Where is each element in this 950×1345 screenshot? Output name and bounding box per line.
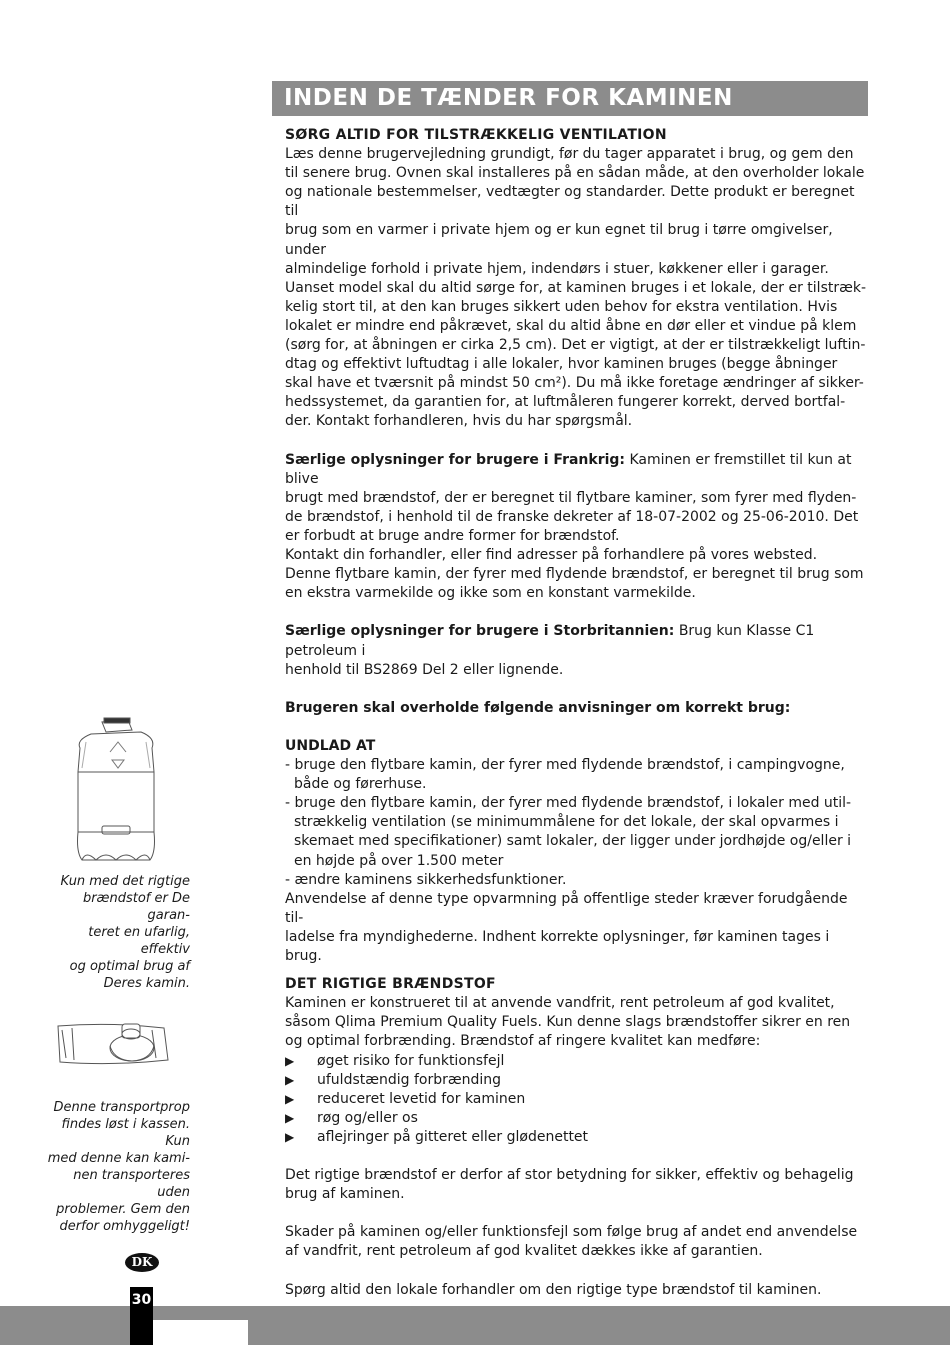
text-line: er forbudt at bruge andre former for brændstof. xyxy=(285,527,620,544)
list-item: strækkelig ventilation (se minimummålene for det lokale, der skal opvarmes i xyxy=(294,814,839,831)
caption-line: findes løst i kassen. Kun xyxy=(61,1117,190,1149)
text-line: Kaminen er konstrueret til at anvende vandfrit, rent petroleum af god kvalitet, xyxy=(285,995,835,1012)
list-item: Anvendelse af denne type opvarmning på offentlige steder kræver forudgående til- xyxy=(285,890,848,926)
list-item: en højde på over 1.500 meter xyxy=(294,852,504,869)
bullet-text: reduceret levetid for kaminen xyxy=(317,1090,526,1107)
caption-line: teret en ufarlig, effektiv xyxy=(88,925,190,957)
undlad-list xyxy=(285,756,869,966)
text-line: Uanset model skal du altid sørge for, at kaminen bruges i et lokale, der er tilstræk- xyxy=(285,279,867,296)
arrow-bullet-icon: ▶ xyxy=(285,1129,295,1144)
text-line: en ekstra varmekilde og ikke som en konstant varmekilde. xyxy=(285,585,696,602)
ventilation-heading: SØRG ALTID FOR TILSTRÆKKELIG VENTILATION xyxy=(285,127,667,143)
text-line: hedssystemet, da garantien for, at luftmåleren fungerer korrekt, derved bortfal- xyxy=(285,394,846,411)
text-line: Spørg altid den lokale forhandler om den rigtige type brændstof til kaminen. xyxy=(285,1281,822,1298)
caption-line: og optimal brug af xyxy=(69,959,190,974)
text-line: brug som en varmer i private hjem og er kun egnet til brug i tørre omgivelser, under xyxy=(285,222,833,258)
bullet-text: ufuldstændig forbrænding xyxy=(317,1071,502,1088)
text-line: Skader på kaminen og/eller funktionsfejl som følge brug af andet end anvendelse xyxy=(285,1224,858,1241)
list-item: skemaet med specifikationer) samt lokaler, der ligger under jordhøjde og/eller i xyxy=(294,833,852,850)
uk-first-line: Brug kun Klasse C1 petroleum i xyxy=(285,623,815,659)
undlad-heading: UNDLAD AT xyxy=(285,738,376,754)
text-line: Denne flytbare kamin, der fyrer med flydende brændstof, er beregnet til brug som xyxy=(285,566,864,583)
text-line: dtag og effektivt luftudtag i alle lokaler, hvor kaminen bruges (begge åbninger xyxy=(285,356,838,373)
arrow-bullet-icon: ▶ xyxy=(285,1110,295,1125)
uk-body xyxy=(285,661,869,680)
text-line: såsom Qlima Premium Quality Fuels. Kun denne slags brændstoffer sikrer en ren xyxy=(285,1014,851,1031)
page-number: 30 xyxy=(131,1292,152,1308)
text-line: henhold til BS2869 Del 2 eller lignende. xyxy=(285,661,564,678)
footer-strip xyxy=(153,1320,248,1345)
fuel-heading: DET RIGTIGE BRÆNDSTOF xyxy=(285,976,496,993)
arrow-bullet-icon: ▶ xyxy=(285,1053,295,1068)
caption-line: Denne transportprop xyxy=(53,1100,190,1115)
caption-line: brændstof er De garan- xyxy=(82,891,190,923)
fuel-body xyxy=(285,994,869,1051)
france-label: Særlige oplysninger for brugere i Frankrig: xyxy=(285,451,626,468)
list-item: - ændre kaminens sikkerhedsfunktioner. xyxy=(285,871,567,888)
language-badge: DK xyxy=(125,1253,159,1272)
bullet-item xyxy=(285,1090,869,1109)
uk-label: Særlige oplysninger for brugere i Storbritannien: xyxy=(285,623,675,640)
text-line: til senere brug. Ovnen skal installeres på en sådan måde, at den overholder lokale xyxy=(285,165,865,182)
plug-caption xyxy=(40,1099,190,1235)
list-item: - bruge den flytbare kamin, der fyrer med flydende brændstof, i campingvogne, xyxy=(285,757,845,774)
text-line: der. Kontakt forhandleren, hvis du har spørgsmål. xyxy=(285,413,633,430)
bullet-item xyxy=(285,1128,869,1147)
text-line: (sørg for, at åbningen er cirka 2,5 cm). Det er vigtigt, at der er tilstrækkeligt luftin- xyxy=(285,337,866,354)
text-line: kelig stort til, at den kan bruges sikkert uden behov for ekstra ventilation. Hvis xyxy=(285,298,838,315)
fuel-importance-paragraph xyxy=(285,1166,869,1204)
arrow-bullet-icon: ▶ xyxy=(285,1072,295,1087)
main-content xyxy=(285,126,869,1300)
ventilation-body xyxy=(285,145,869,431)
text-line: lokalet er mindre end påkrævet, skal du altid åbne en dør eller et vindue på klem xyxy=(285,317,857,334)
transport-plug-illustration xyxy=(52,1020,172,1068)
france-body xyxy=(285,489,869,604)
text-line: brug af kaminen. xyxy=(285,1186,405,1203)
text-line: og nationale bestemmelser, vedtægter og standarder. Dette produkt er beregnet til xyxy=(285,184,855,220)
fuel-bullet-list xyxy=(285,1052,869,1147)
france-first-line: Kaminen er fremstillet til kun at blive xyxy=(285,451,852,487)
text-line: de brændstof, i henhold til de franske dekreter af 18-07-2002 og 25-06-2010. Det xyxy=(285,508,859,525)
dealer-paragraph xyxy=(285,1281,869,1300)
text-line: brugt med brændstof, der er beregnet til flytbare kaminer, som fyrer med flyden- xyxy=(285,489,857,506)
page-title: INDEN DE TÆNDER FOR KAMINEN xyxy=(272,81,868,116)
text-line: skal have et tværsnit på mindst 50 cm²). Du må ikke foretage ændringer af sikker- xyxy=(285,375,864,392)
text-line: Kontakt din forhandler, eller find adresser på forhandlere på vores websted. xyxy=(285,547,818,564)
fuel-caption xyxy=(40,873,190,992)
bullet-text: øget risiko for funktionsfejl xyxy=(317,1052,505,1069)
arrow-bullet-icon: ▶ xyxy=(285,1091,295,1106)
caption-line: Deres kamin. xyxy=(103,976,190,991)
warranty-paragraph xyxy=(285,1223,869,1261)
france-paragraph xyxy=(285,451,869,489)
bullet-item xyxy=(285,1109,869,1128)
text-line: Læs denne brugervejledning grundigt, før du tager apparatet i brug, og gem den xyxy=(285,146,854,163)
text-line: af vandfrit, rent petroleum af god kvalitet dækkes ikke af garantien. xyxy=(285,1243,763,1260)
caption-line: med denne kan kami- xyxy=(47,1151,190,1166)
bullet-text: røg og/eller os xyxy=(317,1109,418,1126)
list-item: både og førerhuse. xyxy=(294,776,427,793)
list-item: - bruge den flytbare kamin, der fyrer med flydende brændstof, i lokaler med util- xyxy=(285,795,852,812)
list-item: ladelse fra myndighederne. Indhent korrekte oplysninger, før kaminen tages i brug. xyxy=(285,928,830,965)
text-line: almindelige forhold i private hjem, indendørs i stuer, køkkener eller i garager. xyxy=(285,260,829,277)
caption-line: Kun med det rigtige xyxy=(60,874,190,889)
fuel-can-illustration xyxy=(66,712,166,867)
caption-line: problemer. Gem den xyxy=(56,1202,190,1217)
bullet-text: aflejringer på gitteret eller glødenettet xyxy=(317,1128,589,1145)
text-line: og optimal forbrænding. Brændstof af ringere kvalitet kan medføre: xyxy=(285,1033,761,1050)
bullet-item xyxy=(285,1071,869,1090)
usage-notice: Brugeren skal overholde følgende anvisninger om korrekt brug: xyxy=(285,699,791,716)
caption-line: nen transporteres uden xyxy=(73,1168,190,1200)
uk-paragraph xyxy=(285,622,869,660)
text-line: Det rigtige brændstof er derfor af stor betydning for sikker, effektiv og behagelig xyxy=(285,1167,854,1184)
caption-line: derfor omhyggeligt! xyxy=(59,1219,190,1234)
bullet-item xyxy=(285,1052,869,1071)
